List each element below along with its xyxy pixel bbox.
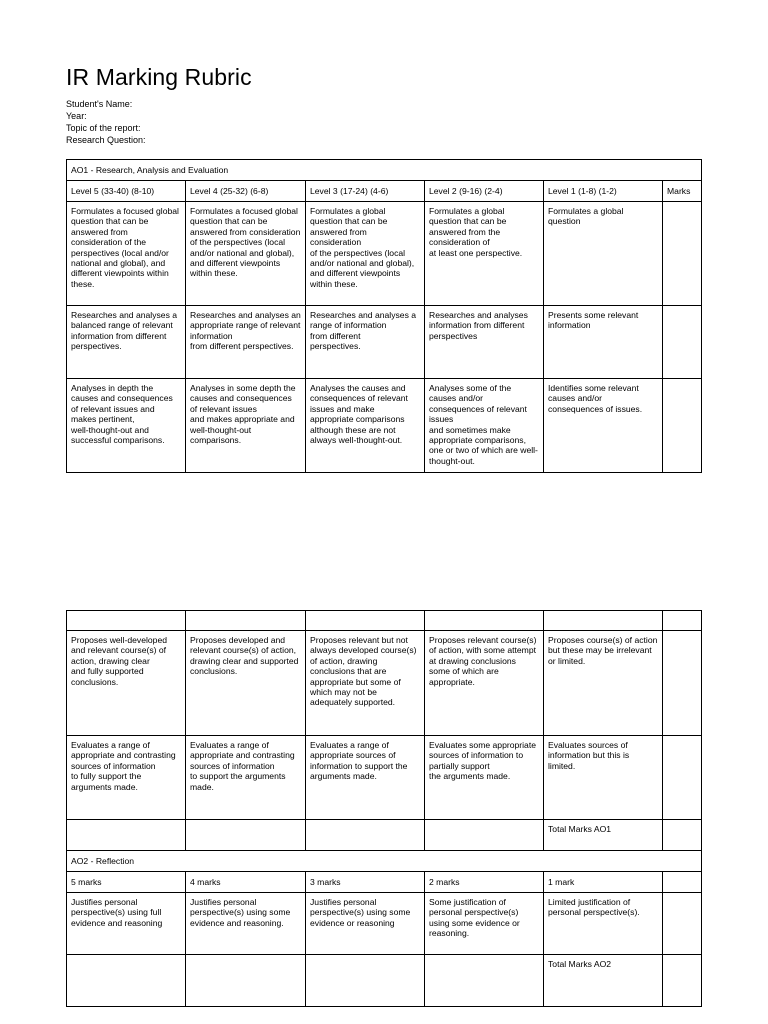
criterion-cell: Researches and analyses information from different perspectives (425, 306, 544, 379)
criterion-cell: Justifies personal perspective(s) using some evidence and reasoning. (186, 893, 306, 955)
marks-cell (663, 306, 702, 379)
ao1-rubric-table (66, 159, 702, 473)
marks-cell (663, 202, 702, 306)
criterion-cell: Proposes relevant but not always developed course(s) of action, drawing conclusions that are appropriate but some of which may not be adequately supported. (306, 631, 425, 736)
criterion-cell: Formulates a focused global question that can be answered from consideration of the perspectives (local and/or national and global), and different viewpoints within these. (186, 202, 306, 306)
criterion-cell: Proposes well-developed and relevant course(s) of action, drawing clear and fully supported conclusions. (67, 631, 186, 736)
empty-cell (306, 820, 425, 851)
blank-row (67, 611, 702, 631)
empty-cell (186, 955, 306, 1007)
criterion-cell: Justifies personal perspective(s) using full evidence and reasoning (67, 893, 186, 955)
criterion-cell: Justifies personal perspective(s) using some evidence or reasoning (306, 893, 425, 955)
ao1-heading-row (67, 160, 702, 181)
criterion-cell: Evaluates some appropriate sources of information to partially support the arguments made. (425, 736, 544, 820)
table-row (67, 631, 702, 736)
blank-cell (186, 611, 306, 631)
marks-cell (663, 893, 702, 955)
empty-cell (67, 955, 186, 1007)
criterion-cell: Limited justification of personal perspective(s). (544, 893, 663, 955)
criterion-cell: Researches and analyses a balanced range of relevant information from different perspectives. (67, 306, 186, 379)
blank-cell (425, 611, 544, 631)
level-header: 2 marks (425, 872, 544, 893)
criterion-cell: Analyses in depth the causes and consequences of relevant issues and makes pertinent, well-thought-out and successful comparisons. (67, 379, 186, 473)
marks-header: Marks (663, 181, 702, 202)
criterion-cell: Proposes relevant course(s) of action, with some attempt at drawing conclusions some of which are appropriate. (425, 631, 544, 736)
empty-cell (67, 820, 186, 851)
criterion-cell: Evaluates a range of appropriate and contrasting sources of information to fully support the arguments made. (67, 736, 186, 820)
ao2-heading: AO2 - Reflection (67, 851, 702, 872)
table-row (67, 736, 702, 820)
criterion-cell: Some justification of personal perspective(s) using some evidence or reasoning. (425, 893, 544, 955)
blank-cell (306, 611, 425, 631)
ao1-heading: AO1 - Research, Analysis and Evaluation (67, 160, 702, 181)
level-header: Level 5 (33-40) (8-10) (67, 181, 186, 202)
ao2-total-marks (663, 955, 702, 1007)
criterion-cell: Formulates a global question that can be answered from the consideration of at least one perspective. (425, 202, 544, 306)
level-header: 3 marks (306, 872, 425, 893)
criterion-cell: Evaluates a range of appropriate and contrasting sources of information to support the arguments made. (186, 736, 306, 820)
criterion-cell: Researches and analyses an appropriate range of relevant information from different perspectives. (186, 306, 306, 379)
marks-cell (663, 736, 702, 820)
level-header: Level 1 (1-8) (1-2) (544, 181, 663, 202)
criterion-cell: Formulates a global question (544, 202, 663, 306)
criterion-cell: Formulates a global question that can be answered from consideration of the perspectives (local and/or national and global), and different viewpoints within these. (306, 202, 425, 306)
level-header: 5 marks (67, 872, 186, 893)
ao2-total-row (67, 955, 702, 1007)
level-header: Level 3 (17-24) (4-6) (306, 181, 425, 202)
criterion-cell: Analyses some of the causes and/or consequences of relevant issues and sometimes make appropriate comparisons, one or two of which are well-thought-out. (425, 379, 544, 473)
criterion-cell: Presents some relevant information (544, 306, 663, 379)
table-row (67, 306, 702, 379)
ao2-total-label: Total Marks AO2 (544, 955, 663, 1007)
criterion-cell: Analyses in some depth the causes and consequences of relevant issues and makes appropriate and well-thought-out comparisons. (186, 379, 306, 473)
level-header: 4 marks (186, 872, 306, 893)
marks-cell (663, 379, 702, 473)
criterion-cell: Analyses the causes and consequences of relevant issues and make appropriate comparisons although these are not always well-thought-out. (306, 379, 425, 473)
page-title: IR Marking Rubric (66, 64, 252, 90)
criterion-cell: Proposes course(s) of action but these may be irrelevant or limited. (544, 631, 663, 736)
table-row (67, 893, 702, 955)
criterion-cell: Researches and analyses a range of information from different perspectives. (306, 306, 425, 379)
year-label: Year: (66, 111, 87, 121)
blank-cell (663, 611, 702, 631)
criterion-cell: Evaluates sources of information but this is limited. (544, 736, 663, 820)
ao1-continued-table (66, 610, 702, 1007)
level-header: Level 4 (25-32) (6-8) (186, 181, 306, 202)
marks-header (663, 872, 702, 893)
marks-cell (663, 631, 702, 736)
student-info (66, 98, 146, 146)
empty-cell (425, 820, 544, 851)
topic-label: Topic of the report: (66, 123, 141, 133)
ao1-total-row (67, 820, 702, 851)
table-row (67, 379, 702, 473)
ao1-total-label: Total Marks AO1 (544, 820, 663, 851)
level-header: Level 2 (9-16) (2-4) (425, 181, 544, 202)
blank-cell (67, 611, 186, 631)
research-question-label: Research Question: (66, 135, 146, 145)
criterion-cell: Evaluates a range of appropriate sources of information to support the arguments made. (306, 736, 425, 820)
table-row (67, 202, 702, 306)
empty-cell (425, 955, 544, 1007)
ao2-levels-row (67, 872, 702, 893)
ao1-total-marks (663, 820, 702, 851)
criterion-cell: Proposes developed and relevant course(s) of action, drawing clear and supported conclusions. (186, 631, 306, 736)
ao2-heading-row (67, 851, 702, 872)
criterion-cell: Formulates a focused global question that can be answered from consideration of the perspectives (local and/or national and global), and different viewpoints within these. (67, 202, 186, 306)
ao1-levels-row (67, 181, 702, 202)
empty-cell (186, 820, 306, 851)
criterion-cell: Identifies some relevant causes and/or consequences of issues. (544, 379, 663, 473)
student-name-label: Student's Name: (66, 99, 133, 109)
empty-cell (306, 955, 425, 1007)
blank-cell (544, 611, 663, 631)
level-header: 1 mark (544, 872, 663, 893)
